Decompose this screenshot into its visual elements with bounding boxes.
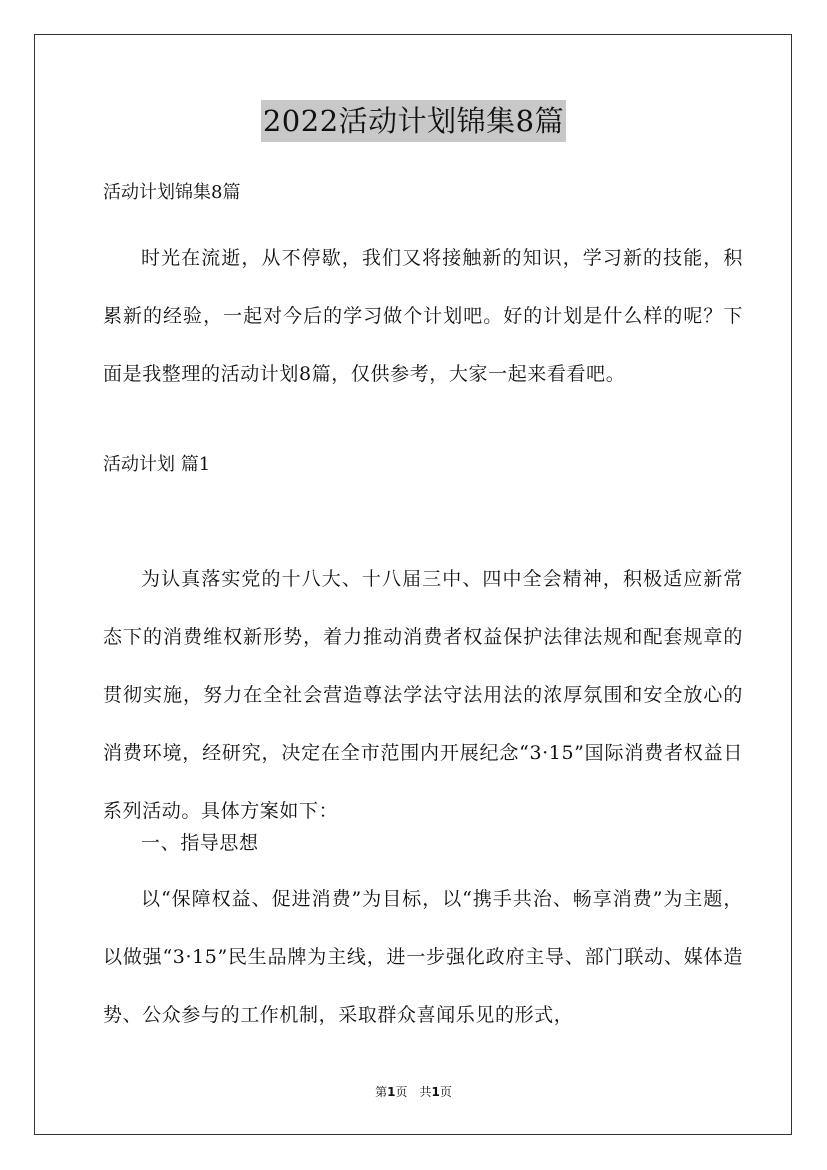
section-heading: 活动计划 篇1 [103, 454, 211, 475]
page-footer [0, 1083, 827, 1100]
document-title: 2022活动计划锦集8篇 [261, 100, 566, 142]
footer-page-total: 1 [431, 1085, 440, 1099]
footer-page-suffix: 页 [439, 1085, 452, 1099]
intro-paragraph: 时光在流逝，从不停歇，我们又将接触新的知识，学习新的技能，积累新的经验，一起对今后的学习做个计划吧。好的计划是什么样的呢？下面是我整理的活动计划8篇，仅供参考，大家一起来看看吧。 [103, 247, 743, 385]
footer-page-prefix: 第 [375, 1085, 388, 1099]
document-subtitle: 活动计划锦集8篇 [103, 182, 241, 203]
footer-page-current: 1 [387, 1085, 396, 1099]
subheading-guiding-ideology: 一、指导思想 [141, 832, 259, 854]
body-paragraph-1: 为认真落实党的十八大、十八届三中、四中全会精神，积极适应新常态下的消费维权新形势，着力推动消费者权益保护法律法规和配套规章的贯彻实施，努力在全社会营造尊法学法守法用法的浓厚氛围和安全放心的消费环境，经研究，决定在全市范围内开展纪念“3·15”国际消费者权益日系列活动。具体方案如下： [103, 568, 743, 822]
footer-page-mid: 页 共 [395, 1085, 432, 1099]
body-paragraph-2: 以“保障权益、促进消费”为目标，以“携手共治、畅享消费”为主题，以做强“3·15”民生品牌为主线，进一步强化政府主导、部门联动、媒体造势、公众参与的工作机制，采取群众喜闻乐见的形式， [103, 888, 743, 1026]
title-wrapper [0, 100, 827, 142]
